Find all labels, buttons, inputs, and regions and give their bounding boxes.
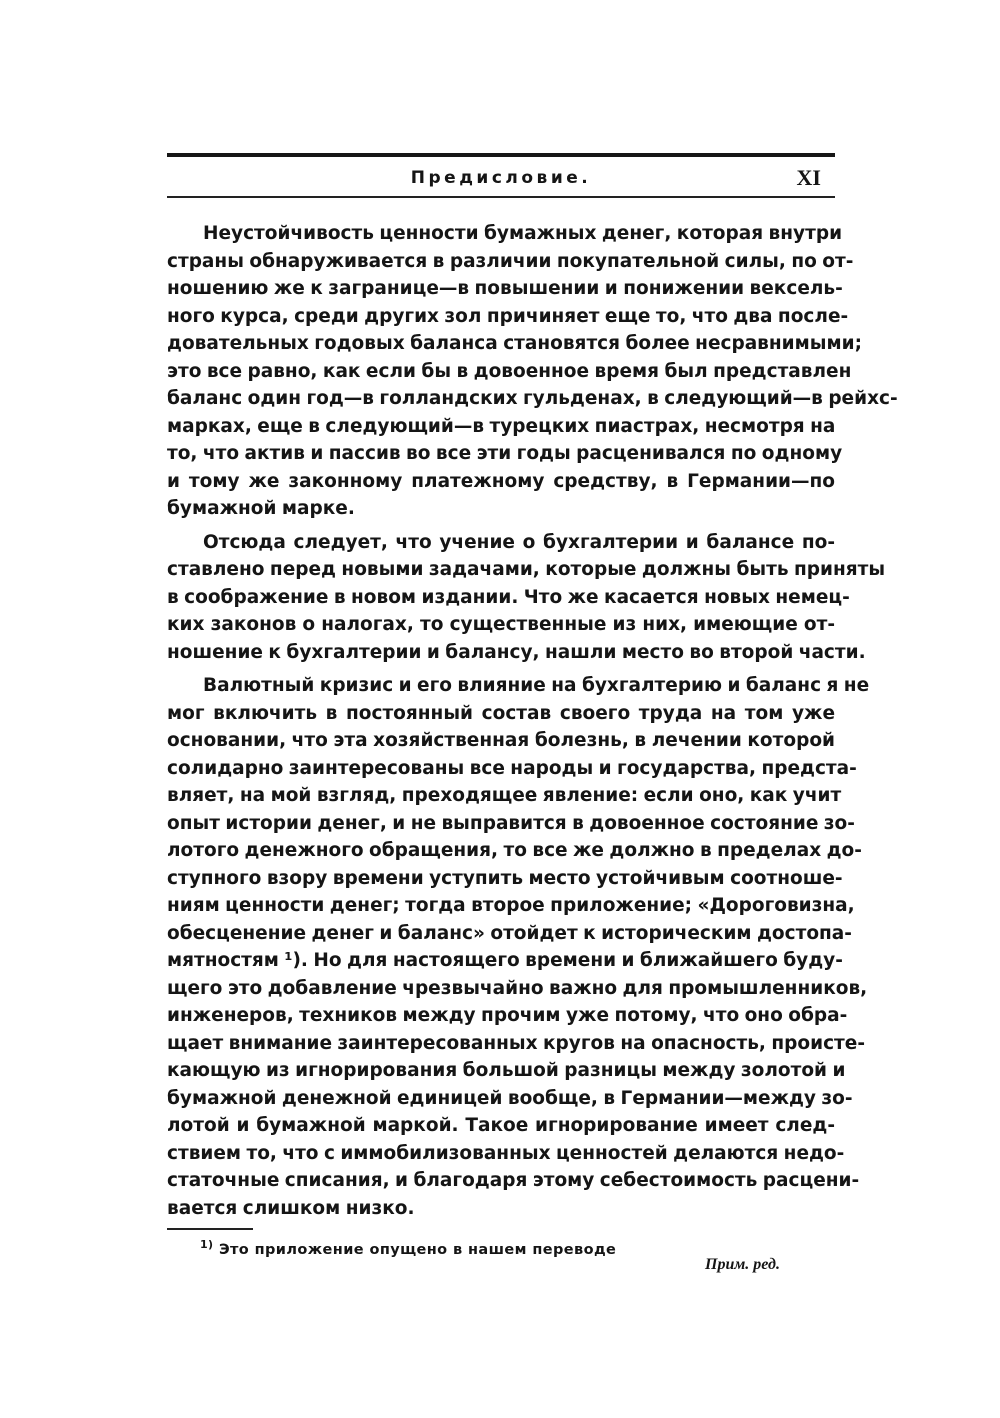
footnote [200, 1238, 616, 1258]
text-line: лотой и бумажной маркой. Такое игнорирование имеет след- [167, 1115, 835, 1136]
text-line: вляет, на мой взгляд, преходящее явление: если оно, как учит [167, 785, 842, 806]
text-line: вается слишком низко. [167, 1197, 415, 1219]
text-line: Неустойчивость ценности бумажных денег, которая внутри [203, 223, 843, 244]
text-line: страны обнаруживается в различии покупательной силы, по от- [167, 250, 854, 272]
text-line: баланс один год—в голландских гульденах, в следующий—в рейхс- [167, 388, 898, 409]
text-line: основании, что эта хозяйственная болезнь, в лечении которой [167, 730, 835, 751]
text-line: в соображение в новом издании. Что же касается новых немец- [167, 586, 850, 608]
text-line: лотого денежного обращения, то все же должно в пределах до- [167, 840, 862, 861]
text-line: бумажной марке. [167, 498, 355, 519]
header-top-rule [167, 153, 835, 157]
paragraph-1 [167, 220, 898, 523]
paragraph-3 [167, 672, 870, 1222]
text-line: и тому же законному платежному средству, в Германии—по [167, 470, 835, 492]
text-line: щего это добавление чрезвычайно важно для промышленников, [167, 977, 868, 999]
footnote-text: Это приложение опущено в нашем переводе [218, 1242, 617, 1258]
text-line: обесценение денег и баланс» отойдет к историческим достопа- [167, 922, 852, 944]
text-line: щает внимание заинтересованных кругов на опасность, происте- [167, 1032, 865, 1054]
text-line: опыт истории денег, и не выправится в довоенное состояние зо- [167, 812, 855, 834]
footnote-marker: 1) [200, 1238, 214, 1251]
text-line: статочные списания, и благодаря этому себестоимость расцени- [167, 1170, 860, 1191]
text-line: марках, еще в следующий—в турецких пиастрах, несмотря на [167, 415, 836, 437]
running-title: Предисловие. [410, 168, 592, 188]
text-line: Валютный кризис и его влияние на бухгалтерию и баланс я не [203, 675, 870, 696]
text-line: мог включить в постоянный состав своего труда на том уже [167, 702, 835, 724]
text-line: ставлено перед новыми задачами, которые должны быть приняты [167, 559, 886, 580]
header-bottom-rule [167, 196, 835, 198]
text-line: ступного взору времени уступить место устойчивым соотноше- [167, 867, 843, 889]
text-line: ношение к бухгалтерии и балансу, нашли место во второй части. [167, 641, 866, 663]
text-line: инженеров, техников между прочим уже потому, что оно обра- [167, 1005, 848, 1026]
paragraph-2 [167, 529, 886, 667]
text-line: ного курса, среди других зол причиняет еще то, что два после- [167, 305, 849, 327]
text-line: Отсюда следует, что учение о бухгалтерии и балансе по- [203, 531, 835, 553]
text-line: мятностям ¹). Но для настоящего времени и ближайшего буду- [167, 950, 843, 971]
text-line: ствием то, что с иммобилизованных ценностей делаются недо- [167, 1142, 845, 1164]
text-line: ношению же к загранице—в повышении и понижении вексель- [167, 278, 843, 299]
editor-note: Прим. ред. [705, 1256, 780, 1273]
page-number: XI [796, 165, 821, 190]
body-text [167, 220, 898, 1222]
page-header [167, 160, 835, 196]
text-line: то, что актив и пассив во все эти годы расценивался по одному [167, 443, 843, 464]
text-line: бумажной денежной единицей вообще, в Германии—между зо- [167, 1087, 853, 1109]
text-line: солидарно заинтересованы все народы и государства, предста- [167, 757, 857, 779]
footnote-rule [167, 1228, 253, 1230]
text-line: довательных годовых баланса становятся более несравнимыми; [167, 333, 862, 354]
text-line: ниям ценности денег; тогда второе приложение; «Дороговизна, [167, 895, 855, 916]
text-line: это все равно, как если бы в довоенное время был представлен [167, 360, 852, 382]
text-line: кающую из игнорирования большой разницы между золотой и [167, 1060, 846, 1081]
text-line: ких законов о налогах, то существенные из них, имеющие от- [167, 614, 835, 635]
